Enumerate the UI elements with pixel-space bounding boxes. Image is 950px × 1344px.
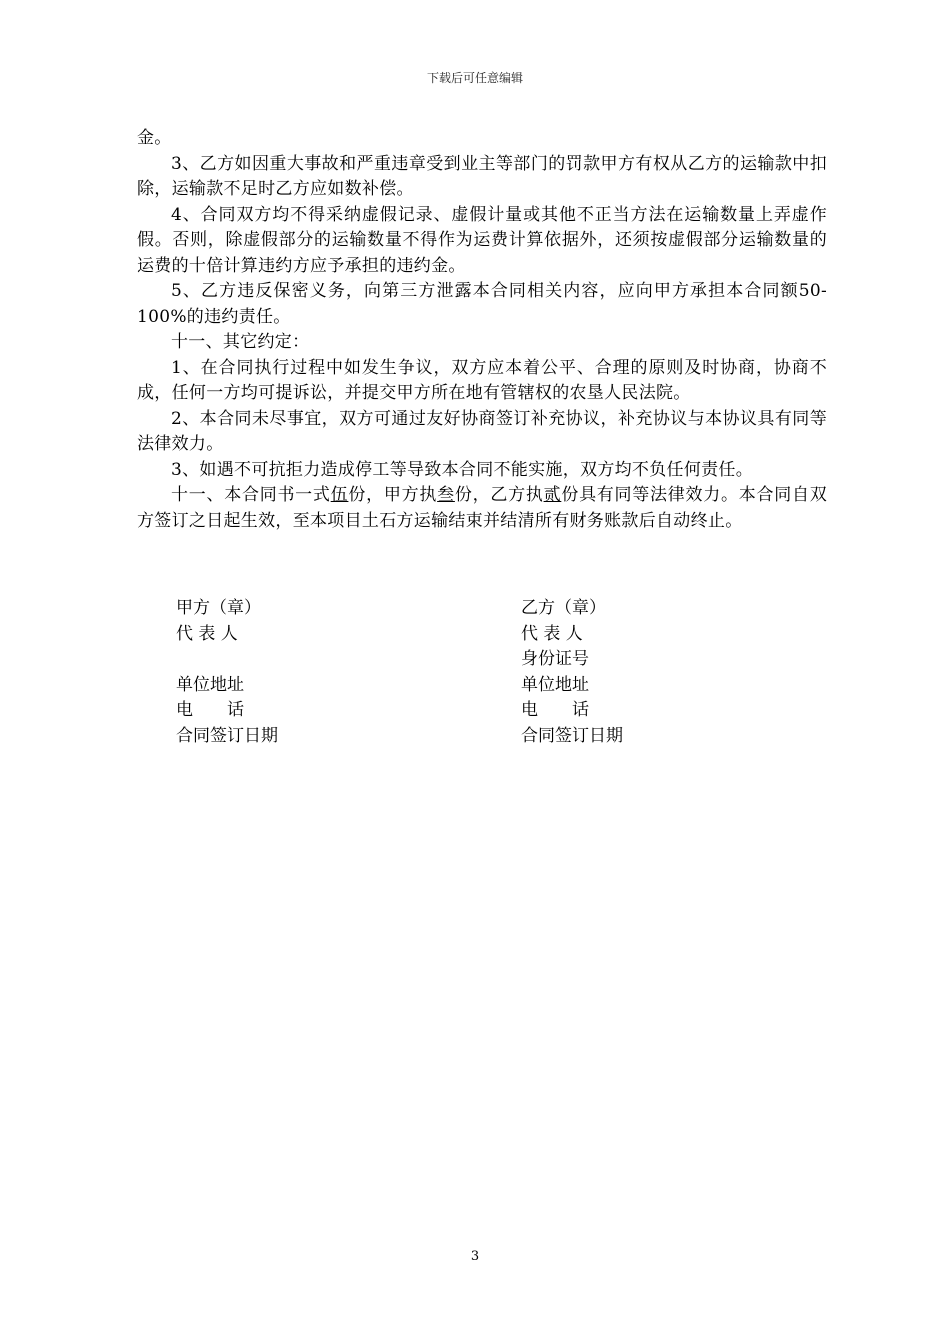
copies-party-a: 叁	[437, 485, 455, 505]
copies-party-b: 贰	[543, 485, 562, 505]
copies-text-2: 份，甲方执	[348, 485, 438, 505]
party-b-id-number: 身份证号	[521, 649, 589, 669]
contract-body	[137, 126, 827, 534]
party-a-signature-block	[176, 596, 278, 749]
clause-10-4: 4、合同双方均不得采纳虚假记录、虚假计量或其他不正当方法在运输数量上弄虚作假。否则，除虚假部分的运输数量不得作为运费计算依据外，还须按虚假部分运输数量的运费的十倍计算违约方应予承担的违约金。	[137, 204, 827, 276]
party-b-address: 单位地址	[521, 674, 589, 695]
party-b-phone: 电 话	[521, 700, 589, 720]
party-a-blank-line	[176, 647, 278, 673]
clause-copies	[137, 483, 827, 534]
copies-text-1: 十一、本合同书一式	[171, 485, 331, 505]
party-b-seal: 乙方（章）	[521, 598, 606, 618]
party-a-phone: 电 话	[176, 700, 244, 720]
party-a-seal: 甲方（章）	[176, 598, 261, 618]
copies-text-4: 份具有同等法律效力。本合同自双方签订之日起生效，至本项目土石方运输结束并结清所有财务账款后自动终止。	[137, 485, 827, 531]
party-b-date: 合同签订日期	[521, 725, 623, 746]
party-a-address: 单位地址	[176, 674, 244, 695]
clause-10-3: 3、乙方如因重大事故和严重违章受到业主等部门的罚款甲方有权从乙方的运输款中扣除，运输款不足时乙方应如数补偿。	[137, 153, 827, 199]
paragraph-continuation: 金。	[137, 128, 172, 148]
clause-10-5: 5、乙方违反保密义务，向第三方泄露本合同相关内容，应向甲方承担本合同额50-100%的违约责任。	[137, 281, 827, 327]
section-heading-other-agreements: 十一、其它约定：	[171, 332, 310, 352]
clause-11-3: 3、如遇不可抗拒力造成停工等导致本合同不能实施，双方均不负任何责任。	[171, 459, 754, 480]
page-header: 下载后可任意编辑	[426, 71, 523, 85]
clause-11-2: 2、本合同未尽事宜，双方可通过友好协商签订补充协议，补充协议与本协议具有同等法律效力。	[137, 408, 827, 454]
page-number: 3	[470, 1249, 480, 1264]
copies-text-3: 份，乙方执	[454, 485, 544, 505]
party-a-representative: 代 表 人	[176, 623, 238, 644]
party-a-date: 合同签订日期	[176, 725, 278, 746]
clause-11-1: 1、在合同执行过程中如发生争议，双方应本着公平、合理的原则及时协商，协商不成，任何一方均可提诉讼，并提交甲方所在地有管辖权的农垦人民法院。	[137, 357, 827, 403]
party-b-signature-block	[521, 596, 623, 749]
party-b-representative: 代 表 人	[521, 623, 583, 644]
copies-total: 伍	[330, 485, 349, 505]
